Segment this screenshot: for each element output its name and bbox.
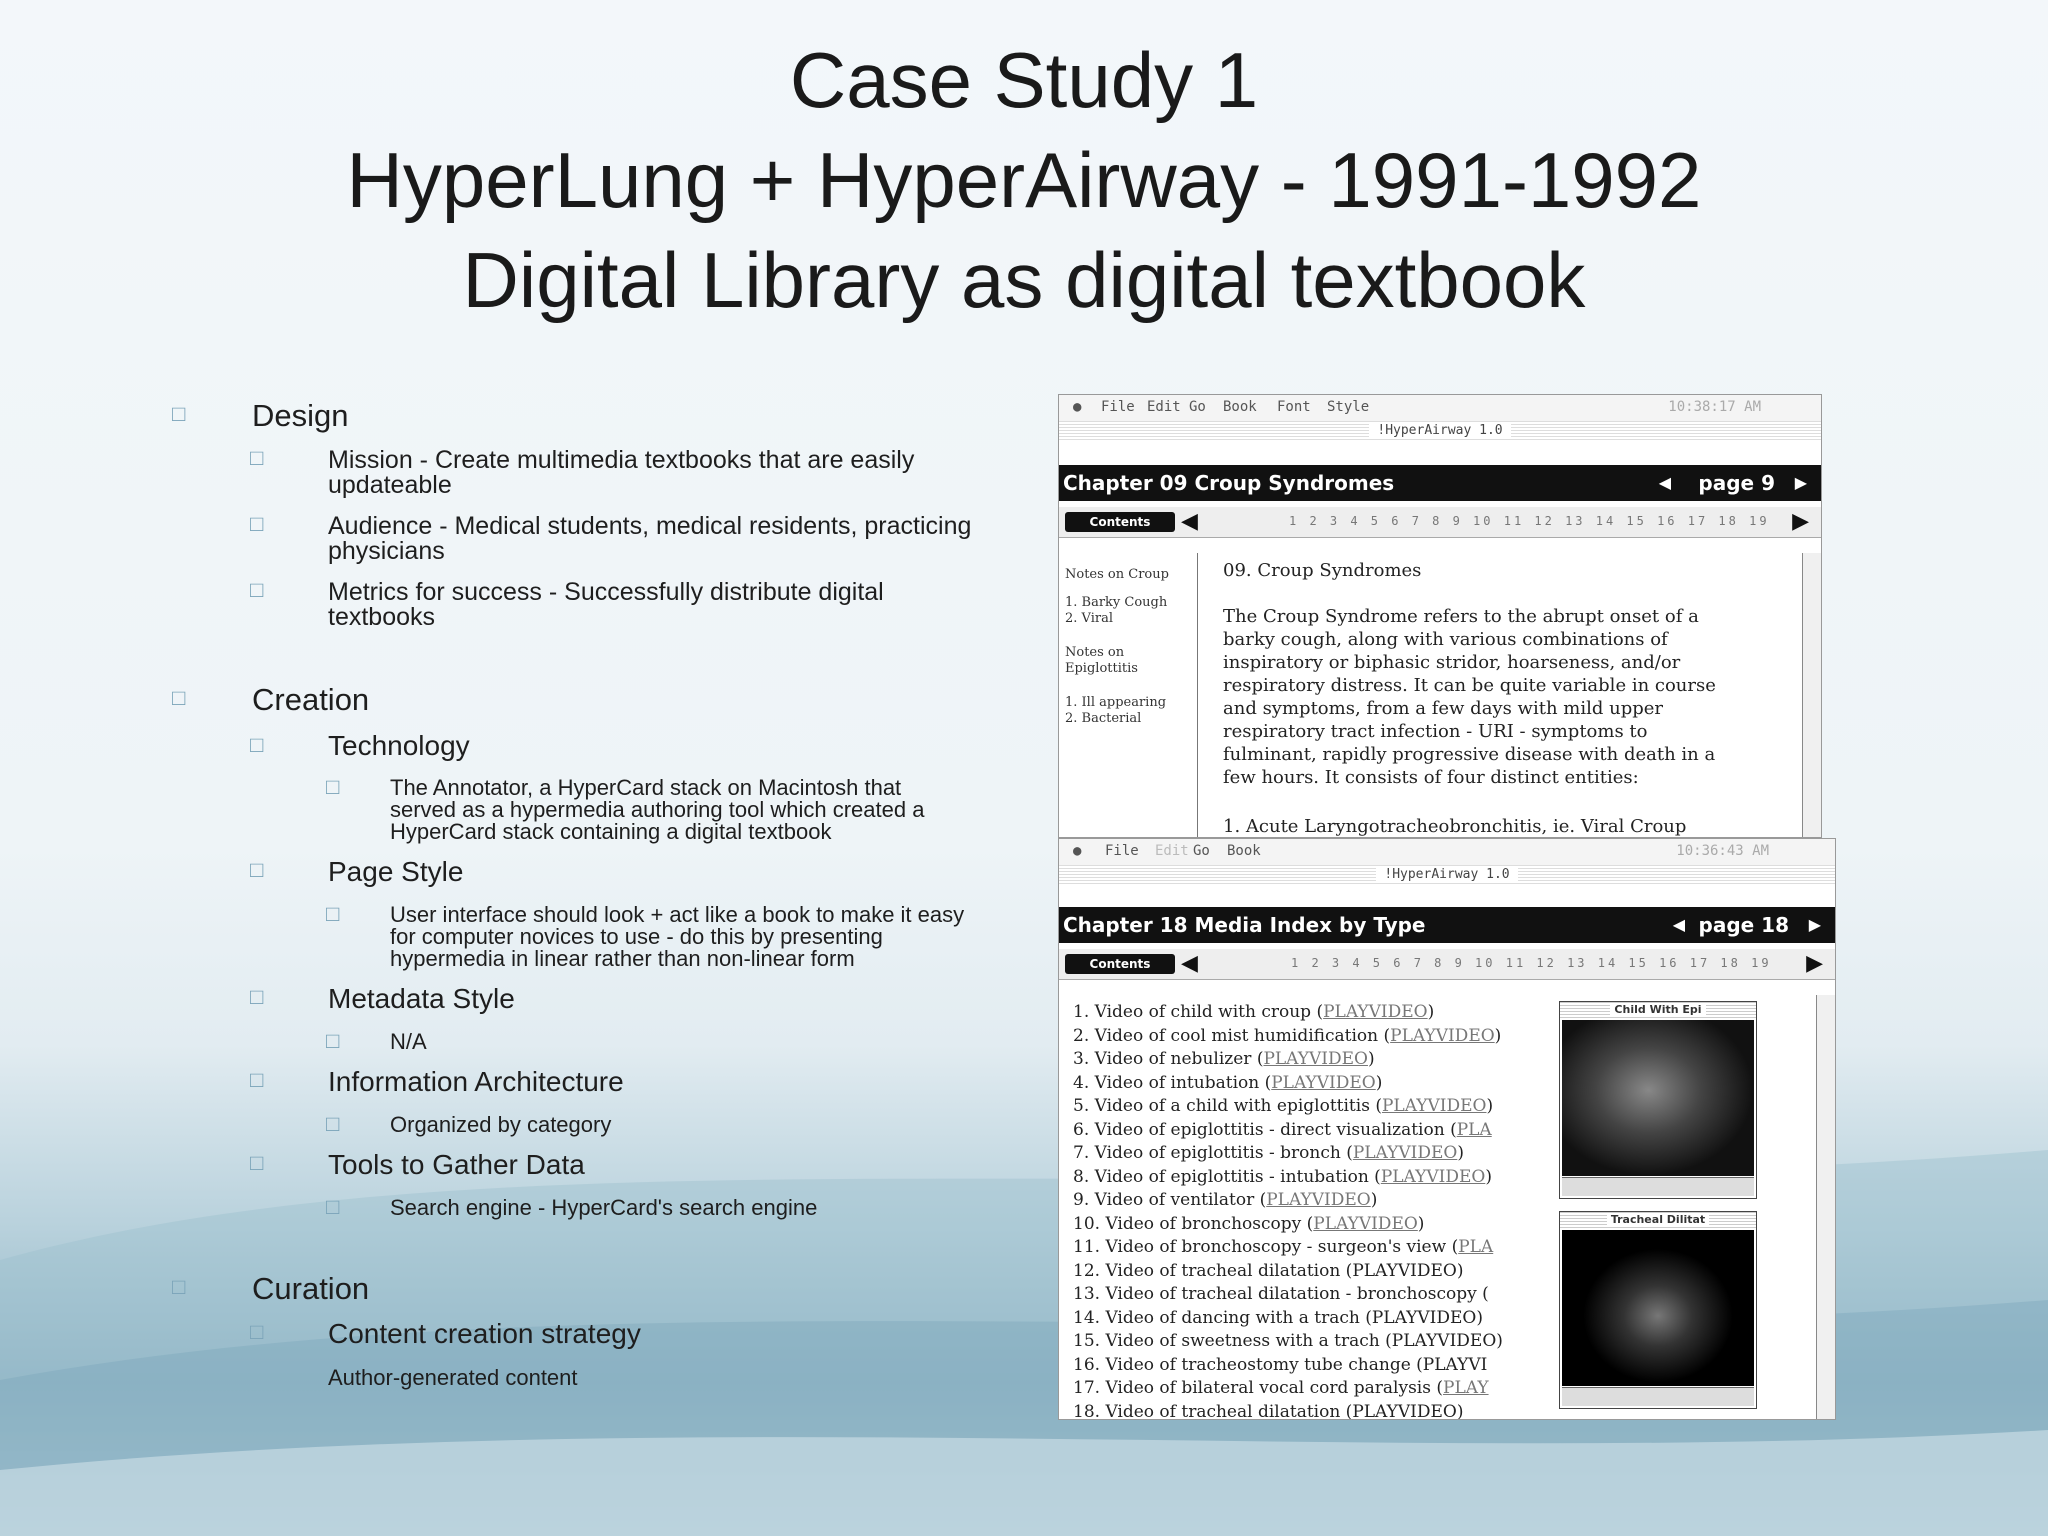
- item-metrics: Metrics for success - Successfully distribute digital textbooks: [328, 578, 884, 631]
- chapter-bar: [1059, 465, 1821, 501]
- bullet-icon: [326, 1113, 339, 1135]
- prev-page-icon[interactable]: ◀: [1658, 473, 1671, 492]
- page-number: page 18: [1698, 913, 1789, 937]
- screenshot-chapter-09: [1058, 394, 1822, 838]
- forward-arrow-icon[interactable]: ▶: [1792, 509, 1809, 534]
- list-item[interactable]: [1073, 1236, 1503, 1260]
- item-audience: Audience - Medical students, medical residents, practicing physicians: [328, 512, 972, 565]
- video-label: 16. Video of tracheostomy tube change (PLAYVI: [1073, 1354, 1488, 1375]
- apple-icon: ●: [1073, 399, 1082, 415]
- video-frame: [1562, 1020, 1754, 1176]
- video-label-end: ): [1375, 1072, 1383, 1093]
- video-label: 17. Video of bilateral vocal cord paralysis (: [1073, 1378, 1443, 1398]
- scrollbar[interactable]: [1816, 995, 1835, 1419]
- list-item[interactable]: [1073, 1166, 1503, 1190]
- menu-bar: [1059, 839, 1835, 865]
- bullet-icon: [326, 1196, 339, 1218]
- menu-edit[interactable]: Edit: [1147, 399, 1181, 415]
- page-index[interactable]: 1 2 3 4 5 6 7 8 9 10 11 12 13 14 15 16 17 18 19: [1291, 956, 1772, 970]
- next-page-icon[interactable]: ▶: [1794, 473, 1807, 492]
- bullet-icon: [250, 986, 263, 1008]
- bullet-icon: [250, 859, 263, 881]
- window-title: !HyperAirway 1.0: [1059, 421, 1821, 441]
- sidebar-note[interactable]: Notes on Croup: [1065, 567, 1169, 582]
- video-label: 2. Video of cool mist humidification (: [1073, 1025, 1391, 1046]
- media-index-list: [1073, 1001, 1503, 1420]
- menu-book[interactable]: Book: [1227, 843, 1261, 859]
- outline: [0, 0, 1020, 1536]
- chapter-title: Chapter 18 Media Index by Type: [1063, 913, 1426, 937]
- video-label: 18. Video of tracheal dilatation (PLAYVIDEO): [1073, 1401, 1464, 1420]
- detail-page-style: User interface should look + act like a book to make it easy for computer novices to use - do this by presenting hypermedia in linear rather than non-linear form: [390, 902, 965, 971]
- item-page-style: Page Style: [328, 856, 464, 887]
- playvideo-link[interactable]: PLA: [1458, 1237, 1494, 1257]
- prev-page-icon[interactable]: ◀: [1672, 915, 1685, 934]
- heading-creation: Creation: [252, 682, 370, 717]
- sidebar-note[interactable]: 1. Ill appearing: [1065, 695, 1167, 710]
- title-line-3: Digital Library as digital textbook: [462, 236, 1586, 324]
- video-label: 8. Video of epiglottitis - intubation (: [1073, 1166, 1381, 1187]
- list-item[interactable]: [1073, 1142, 1503, 1166]
- bullet-icon: [172, 1276, 185, 1298]
- playvideo-link[interactable]: PLA: [1456, 1119, 1492, 1140]
- bullet-icon: [326, 903, 339, 925]
- clock: 10:38:17 AM: [1668, 399, 1761, 415]
- video-label: 7. Video of epiglottitis - bronch (: [1073, 1143, 1353, 1163]
- video-label-end: ): [1486, 1096, 1494, 1116]
- chapter-title: Chapter 09 Croup Syndromes: [1063, 471, 1395, 495]
- list-item[interactable]: [1073, 1119, 1503, 1143]
- item-information-architecture: Information Architecture: [328, 1066, 624, 1097]
- list-item[interactable]: [1073, 1377, 1503, 1401]
- menu-go[interactable]: Go: [1193, 843, 1210, 859]
- list-item[interactable]: [1073, 1354, 1503, 1378]
- sidebar-note[interactable]: 2. Bacterial: [1065, 711, 1142, 726]
- detail-technology: The Annotator, a HyperCard stack on Macintosh that served as a hypermedia authoring tool which created a HyperCard stack containing a digital textbook: [390, 775, 925, 844]
- menu-go[interactable]: Go: [1189, 399, 1206, 415]
- menu-book[interactable]: Book: [1223, 399, 1257, 415]
- bullet-icon: [326, 1030, 339, 1052]
- video-label-end: ): [1367, 1049, 1375, 1069]
- detail-content-creation-strategy: Author-generated content: [328, 1365, 578, 1390]
- title-line-2: HyperLung + HyperAirway - 1991-1992: [346, 136, 1702, 224]
- bullet-icon: [250, 1152, 263, 1174]
- video-label: 14. Video of dancing with a trach (PLAYVIDEO): [1073, 1307, 1483, 1328]
- video-label-end: ): [1417, 1213, 1425, 1234]
- item-metadata-style: Metadata Style: [328, 983, 515, 1014]
- page-index[interactable]: 1 2 3 4 5 6 7 8 9 10 11 12 13 14 15 16 17 18 19: [1289, 514, 1770, 528]
- screenshot-chapter-18: [1058, 838, 1836, 1420]
- video-label: 10. Video of bronchoscopy (: [1073, 1213, 1314, 1234]
- nav-row: [1059, 507, 1821, 538]
- video-label: 1. Video of child with croup (: [1073, 1002, 1324, 1022]
- page-number: page 9: [1698, 471, 1775, 495]
- item-content-creation-strategy: Content creation strategy: [328, 1318, 641, 1349]
- menu-file[interactable]: File: [1105, 843, 1139, 859]
- video-label-end: ): [1485, 1166, 1492, 1187]
- video-label: 6. Video of epiglottitis - direct visualization (: [1073, 1119, 1457, 1140]
- video-thumbnail-tracheal-dilitat[interactable]: Tracheal Dilitat: [1559, 1211, 1757, 1409]
- video-label-end: ): [1427, 1002, 1435, 1022]
- contents-button[interactable]: Contents: [1065, 512, 1175, 532]
- forward-arrow-icon[interactable]: ▶: [1806, 951, 1823, 976]
- heading-design: Design: [252, 398, 349, 433]
- chapter-body: The Croup Syndrome refers to the abrupt onset of a barky cough, along with various combinations of inspiratory or biphasic stridor, hoarseness, and/or respiratory distress. It can be quite variable in course and symptoms, from a few days with mild upper respiratory tract infection - URI - symptoms to fulminant, rapidly progressive disease with death in a few hours. It consists of four distinct entities:: [1223, 606, 1716, 788]
- notes-sidebar: [1059, 553, 1198, 837]
- back-arrow-icon[interactable]: ◀: [1181, 951, 1198, 976]
- list-item[interactable]: [1073, 1001, 1503, 1025]
- playvideo-link[interactable]: PLAYVIDEO: [1380, 1166, 1486, 1187]
- sidebar-note[interactable]: 2. Viral: [1065, 611, 1113, 626]
- menu-font[interactable]: Font: [1277, 399, 1311, 415]
- bullet-icon: [250, 513, 263, 535]
- sidebar-note[interactable]: 1. Barky Cough: [1065, 595, 1168, 610]
- list-item[interactable]: [1073, 1307, 1503, 1331]
- video-thumbnail-child-with-epi[interactable]: Child With Epi: [1559, 1001, 1757, 1199]
- chapter-bar: [1059, 907, 1835, 943]
- playvideo-link[interactable]: PLAYVIDEO: [1271, 1072, 1376, 1093]
- list-item[interactable]: [1073, 1072, 1503, 1096]
- video-label: 4. Video of intubation (: [1073, 1072, 1272, 1093]
- bullet-icon: [250, 447, 263, 469]
- chapter-list-item: 1. Acute Laryngotracheobronchitis, ie. Viral Croup: [1223, 816, 1687, 837]
- video-label-end: ): [1457, 1143, 1464, 1163]
- menu-bar: [1059, 395, 1821, 421]
- playvideo-link[interactable]: PLAY: [1443, 1378, 1489, 1398]
- video-label: 12. Video of tracheal dilatation (PLAYVIDEO): [1073, 1260, 1464, 1281]
- item-technology: Technology: [328, 730, 470, 761]
- sidebar-note[interactable]: Notes on: [1065, 645, 1125, 660]
- video-label-end: ): [1370, 1190, 1378, 1210]
- list-item[interactable]: [1073, 1401, 1503, 1421]
- heading-curation: Curation: [252, 1271, 370, 1306]
- list-item[interactable]: [1073, 1189, 1503, 1213]
- video-label: 11. Video of bronchoscopy - surgeon's view (: [1073, 1237, 1459, 1257]
- bullet-icon: [250, 1069, 263, 1091]
- menu-edit[interactable]: Edit: [1155, 843, 1189, 859]
- bullet-icon: [326, 776, 339, 798]
- playvideo-link[interactable]: PLAYVIDEO: [1313, 1213, 1418, 1234]
- video-frame: [1562, 1230, 1754, 1386]
- contents-button[interactable]: Contents: [1065, 954, 1175, 974]
- video-label: 9. Video of ventilator (: [1073, 1190, 1267, 1210]
- playvideo-link[interactable]: PLAYVIDEO: [1390, 1025, 1495, 1046]
- sidebar-note[interactable]: Epiglottitis: [1065, 661, 1138, 676]
- list-item[interactable]: [1073, 1095, 1503, 1119]
- window-title: !HyperAirway 1.0: [1059, 865, 1835, 885]
- bullet-icon: [250, 1321, 263, 1343]
- detail-tools: Search engine - HyperCard's search engine: [390, 1195, 818, 1220]
- playvideo-link[interactable]: PLAYVIDEO: [1263, 1049, 1368, 1069]
- scrollbar[interactable]: [1802, 553, 1821, 837]
- video-label: 5. Video of a child with epiglottitis (: [1073, 1096, 1382, 1116]
- bullet-icon: [172, 687, 185, 709]
- clock: 10:36:43 AM: [1676, 843, 1769, 859]
- item-tools: Tools to Gather Data: [328, 1149, 585, 1180]
- video-label: 13. Video of tracheal dilatation - bronchoscopy (: [1073, 1284, 1489, 1304]
- chapter-heading: 09. Croup Syndromes: [1223, 560, 1422, 581]
- nav-row: [1059, 949, 1835, 980]
- list-item[interactable]: [1073, 1048, 1503, 1072]
- playvideo-link[interactable]: PLAYVIDEO: [1352, 1143, 1458, 1163]
- bullet-icon: [250, 579, 263, 601]
- playvideo-link[interactable]: PLAYVIDEO: [1266, 1190, 1371, 1210]
- video-label-end: ): [1494, 1025, 1502, 1046]
- list-item[interactable]: [1073, 1025, 1503, 1049]
- apple-icon: ●: [1073, 843, 1082, 859]
- bullet-icon: [172, 403, 185, 425]
- list-item[interactable]: [1073, 1213, 1503, 1237]
- detail-metadata-style: N/A: [390, 1029, 427, 1054]
- video-controls[interactable]: [1562, 1387, 1754, 1406]
- video-label: 3. Video of nebulizer (: [1073, 1049, 1264, 1069]
- list-item[interactable]: [1073, 1260, 1503, 1284]
- playvideo-link[interactable]: PLAYVIDEO: [1381, 1096, 1487, 1116]
- list-item[interactable]: [1073, 1330, 1503, 1354]
- playvideo-link[interactable]: PLAYVIDEO: [1323, 1002, 1428, 1022]
- item-mission: Mission - Create multimedia textbooks that are easily updateable: [328, 446, 915, 499]
- back-arrow-icon[interactable]: ◀: [1181, 509, 1198, 534]
- list-item[interactable]: [1073, 1283, 1503, 1307]
- next-page-icon[interactable]: ▶: [1808, 915, 1821, 934]
- bullet-icon: [250, 734, 263, 756]
- menu-file[interactable]: File: [1101, 399, 1135, 415]
- menu-style[interactable]: Style: [1327, 399, 1370, 415]
- video-label: 15. Video of sweetness with a trach (PLAYVIDEO): [1073, 1331, 1503, 1351]
- title-line-1: Case Study 1: [789, 36, 1259, 124]
- detail-information-architecture: Organized by category: [390, 1112, 612, 1137]
- video-controls[interactable]: [1562, 1177, 1754, 1196]
